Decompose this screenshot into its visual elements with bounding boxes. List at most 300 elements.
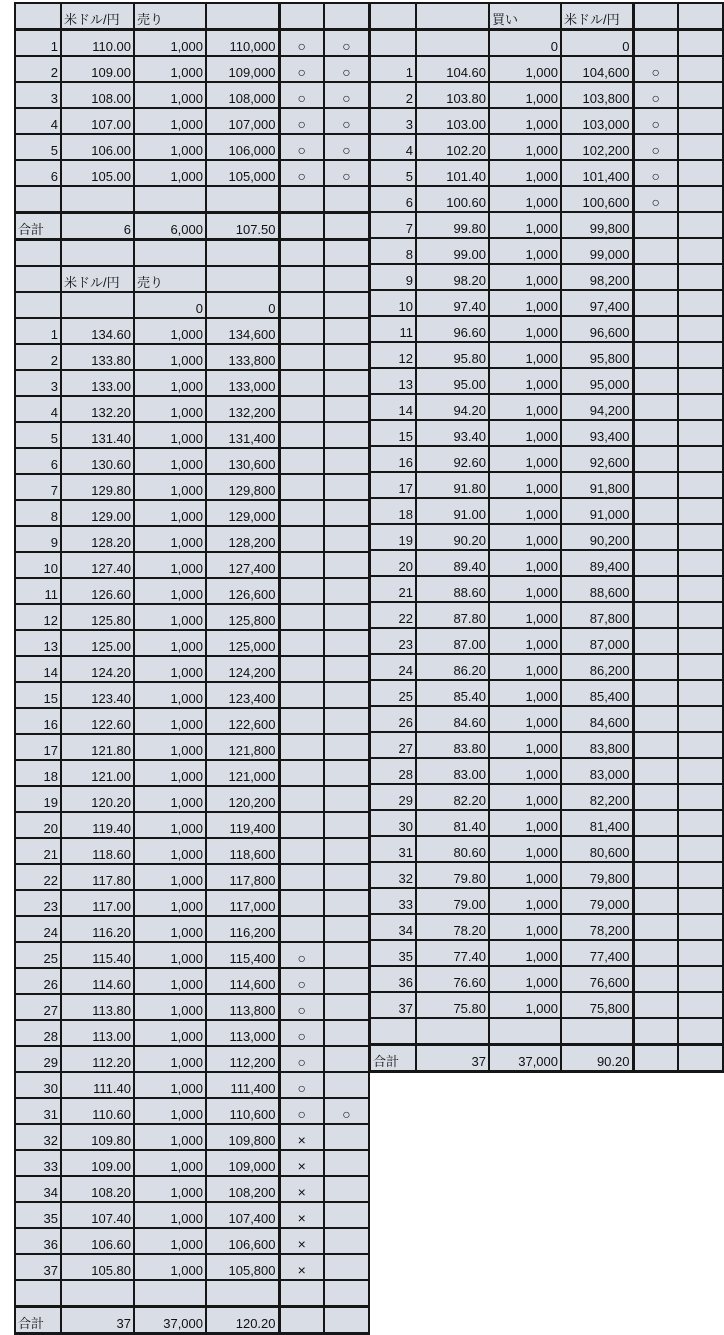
mark-cell-1[interactable] (633, 706, 678, 732)
circle-mark-icon[interactable]: ○ (279, 56, 324, 82)
index-cell[interactable]: 35 (15, 1202, 61, 1228)
circle-mark-icon[interactable]: ○ (324, 160, 369, 186)
index-cell[interactable]: 16 (370, 446, 416, 472)
mark-cell-2[interactable] (678, 238, 723, 264)
mark-cell-2[interactable] (324, 526, 369, 552)
rate-cell[interactable] (61, 240, 134, 267)
rate-cell[interactable]: 113.00 (61, 1020, 134, 1046)
quantity-cell[interactable]: 0 (489, 30, 561, 57)
mark-cell-2[interactable] (324, 916, 369, 942)
mark-cell-2[interactable] (678, 290, 723, 316)
amount-cell[interactable]: 107,000 (206, 108, 279, 134)
quantity-cell[interactable]: 1,000 (489, 134, 561, 160)
mark-cell-1[interactable] (279, 656, 324, 682)
mark-cell-1[interactable] (633, 212, 678, 238)
mark-cell-1[interactable] (279, 186, 324, 213)
circle-mark-icon[interactable]: ○ (633, 160, 678, 186)
index-cell[interactable]: 22 (15, 864, 61, 890)
rate-cell[interactable]: 75.80 (416, 992, 489, 1018)
amount-cell[interactable]: 112,200 (206, 1046, 279, 1072)
quantity-cell[interactable]: 1,000 (134, 1228, 206, 1254)
quantity-cell[interactable]: 1,000 (134, 344, 206, 370)
quantity-cell[interactable]: 1,000 (489, 316, 561, 342)
index-cell[interactable]: 9 (370, 264, 416, 290)
amount-cell[interactable]: 105,000 (206, 160, 279, 186)
rate-cell[interactable]: 88.60 (416, 576, 489, 602)
circle-mark-icon[interactable]: ○ (324, 1098, 369, 1124)
quantity-cell[interactable]: 37,000 (134, 1307, 206, 1334)
quantity-cell[interactable]: 1,000 (489, 264, 561, 290)
index-cell[interactable]: 21 (15, 838, 61, 864)
rate-cell[interactable]: 77.40 (416, 940, 489, 966)
quantity-cell[interactable]: 1,000 (134, 1202, 206, 1228)
quantity-cell[interactable]: 1,000 (489, 420, 561, 446)
index-cell[interactable]: 21 (370, 576, 416, 602)
mark-cell-1[interactable] (633, 368, 678, 394)
index-cell[interactable]: 31 (15, 1098, 61, 1124)
rate-cell[interactable]: 92.60 (416, 446, 489, 472)
quantity-cell[interactable]: 1,000 (489, 108, 561, 134)
amount-cell[interactable]: 131,400 (206, 422, 279, 448)
rate-cell[interactable] (61, 292, 134, 318)
mark-cell-2[interactable] (324, 786, 369, 812)
mark-cell-1[interactable] (633, 342, 678, 368)
index-cell[interactable]: 4 (370, 134, 416, 160)
amount-cell[interactable]: 120,200 (206, 786, 279, 812)
quantity-cell[interactable]: 1,000 (134, 786, 206, 812)
index-cell[interactable]: 14 (15, 656, 61, 682)
rate-cell[interactable]: 101.40 (416, 160, 489, 186)
mark-cell-2[interactable] (678, 134, 723, 160)
quantity-cell[interactable]: 1,000 (489, 472, 561, 498)
quantity-cell[interactable]: 1,000 (134, 968, 206, 994)
mark-cell-2[interactable] (678, 264, 723, 290)
amount-cell[interactable]: 76,600 (561, 966, 633, 992)
quantity-cell[interactable] (489, 1018, 561, 1045)
amount-cell[interactable] (206, 240, 279, 267)
amount-cell[interactable]: 130,600 (206, 448, 279, 474)
mark-cell-2[interactable] (678, 524, 723, 550)
rate-cell[interactable]: 119.40 (61, 812, 134, 838)
mark-cell-2[interactable] (678, 394, 723, 420)
mark-cell-2[interactable] (324, 630, 369, 656)
header-cell[interactable] (678, 3, 723, 30)
quantity-cell[interactable]: 1,000 (134, 682, 206, 708)
mark-cell-2[interactable] (324, 604, 369, 630)
mark-cell-1[interactable] (633, 940, 678, 966)
circle-mark-icon[interactable]: ○ (279, 1020, 324, 1046)
quantity-cell[interactable]: 1,000 (134, 448, 206, 474)
quantity-cell[interactable]: 1,000 (489, 446, 561, 472)
amount-cell[interactable]: 134,600 (206, 318, 279, 344)
rate-cell[interactable]: 83.80 (416, 732, 489, 758)
circle-mark-icon[interactable]: ○ (633, 82, 678, 108)
rate-cell[interactable]: 105.80 (61, 1254, 134, 1280)
mark-cell-2[interactable] (678, 758, 723, 784)
index-cell[interactable]: 7 (15, 474, 61, 500)
rate-cell[interactable]: 82.20 (416, 784, 489, 810)
rate-cell[interactable]: 122.60 (61, 708, 134, 734)
circle-mark-icon[interactable]: ○ (633, 108, 678, 134)
quantity-cell[interactable]: 1,000 (489, 524, 561, 550)
amount-cell[interactable]: 90.20 (561, 1045, 633, 1072)
quantity-cell[interactable]: 1,000 (134, 474, 206, 500)
quantity-cell[interactable]: 1,000 (134, 942, 206, 968)
mark-cell-1[interactable] (279, 682, 324, 708)
circle-mark-icon[interactable]: ○ (279, 942, 324, 968)
circle-mark-icon[interactable]: ○ (324, 108, 369, 134)
rate-cell[interactable]: 104.60 (416, 56, 489, 82)
rate-cell[interactable]: 79.80 (416, 862, 489, 888)
amount-cell[interactable]: 100,600 (561, 186, 633, 212)
quantity-cell[interactable]: 1,000 (489, 758, 561, 784)
amount-cell[interactable]: 116,200 (206, 916, 279, 942)
rate-cell[interactable]: 103.80 (416, 82, 489, 108)
rate-cell[interactable]: 106.60 (61, 1228, 134, 1254)
quantity-cell[interactable]: 1,000 (134, 916, 206, 942)
circle-mark-icon[interactable]: ○ (279, 30, 324, 57)
index-cell[interactable]: 11 (15, 578, 61, 604)
mark-cell-1[interactable] (633, 394, 678, 420)
header-cell[interactable] (370, 3, 416, 30)
mark-cell-2[interactable] (324, 1228, 369, 1254)
quantity-cell[interactable]: 1,000 (489, 992, 561, 1018)
mark-cell-2[interactable] (324, 838, 369, 864)
mark-cell-1[interactable] (633, 784, 678, 810)
rate-cell[interactable]: 76.60 (416, 966, 489, 992)
cross-mark-icon[interactable]: × (279, 1176, 324, 1202)
mark-cell-2[interactable] (678, 82, 723, 108)
mark-cell-2[interactable] (678, 602, 723, 628)
index-cell[interactable]: 4 (15, 396, 61, 422)
mark-cell-2[interactable] (324, 1124, 369, 1150)
amount-cell[interactable]: 87,800 (561, 602, 633, 628)
quantity-cell[interactable]: 37,000 (489, 1045, 561, 1072)
rate-cell[interactable]: 89.40 (416, 550, 489, 576)
index-cell[interactable]: 2 (15, 56, 61, 82)
quantity-cell[interactable] (134, 240, 206, 267)
amount-cell[interactable]: 109,000 (206, 56, 279, 82)
quantity-cell[interactable]: 1,000 (134, 500, 206, 526)
circle-mark-icon[interactable]: ○ (633, 56, 678, 82)
circle-mark-icon[interactable]: ○ (633, 134, 678, 160)
mark-cell-1[interactable] (633, 290, 678, 316)
index-cell[interactable]: 37 (370, 992, 416, 1018)
mark-cell-2[interactable] (678, 342, 723, 368)
amount-cell[interactable]: 107,400 (206, 1202, 279, 1228)
mark-cell-2[interactable] (324, 370, 369, 396)
rate-cell[interactable]: 78.20 (416, 914, 489, 940)
index-cell[interactable]: 5 (370, 160, 416, 186)
quantity-cell[interactable]: 1,000 (489, 394, 561, 420)
amount-cell[interactable]: 78,200 (561, 914, 633, 940)
rate-cell[interactable]: 99.00 (416, 238, 489, 264)
rate-cell[interactable]: 109.00 (61, 56, 134, 82)
mark-cell-2[interactable] (678, 420, 723, 446)
rate-cell[interactable]: 94.20 (416, 394, 489, 420)
mark-cell-1[interactable] (633, 836, 678, 862)
mark-cell-1[interactable] (633, 30, 678, 57)
index-cell[interactable]: 37 (15, 1254, 61, 1280)
quantity-cell[interactable]: 1,000 (489, 56, 561, 82)
mark-cell-2[interactable] (324, 968, 369, 994)
rate-cell[interactable]: 107.40 (61, 1202, 134, 1228)
index-cell[interactable]: 1 (370, 56, 416, 82)
mark-cell-2[interactable] (678, 30, 723, 57)
rate-cell[interactable]: 110.60 (61, 1098, 134, 1124)
mark-cell-1[interactable] (633, 550, 678, 576)
amount-cell[interactable]: 117,800 (206, 864, 279, 890)
index-cell[interactable]: 35 (370, 940, 416, 966)
index-cell[interactable]: 1 (15, 30, 61, 57)
amount-cell[interactable]: 113,000 (206, 1020, 279, 1046)
mark-cell-2[interactable] (324, 656, 369, 682)
mark-cell-2[interactable] (324, 292, 369, 318)
mark-cell-2[interactable] (324, 1202, 369, 1228)
amount-cell[interactable] (206, 186, 279, 213)
index-cell[interactable]: 20 (370, 550, 416, 576)
mark-cell-1[interactable] (279, 1280, 324, 1307)
rate-cell[interactable]: 123.40 (61, 682, 134, 708)
mark-cell-2[interactable] (678, 914, 723, 940)
header-cell[interactable]: 米ドル/円 (61, 3, 134, 30)
mark-cell-2[interactable] (324, 734, 369, 760)
index-cell[interactable]: 25 (15, 942, 61, 968)
rate-cell[interactable]: 105.00 (61, 160, 134, 186)
amount-cell[interactable] (206, 1280, 279, 1307)
quantity-cell[interactable]: 1,000 (489, 628, 561, 654)
mark-cell-2[interactable] (324, 708, 369, 734)
rate-cell[interactable]: 107.00 (61, 108, 134, 134)
mark-cell-1[interactable] (279, 344, 324, 370)
mark-cell-2[interactable] (678, 498, 723, 524)
amount-cell[interactable]: 104,600 (561, 56, 633, 82)
index-cell[interactable] (15, 292, 61, 318)
index-cell[interactable]: 23 (370, 628, 416, 654)
amount-cell[interactable]: 109,000 (206, 1150, 279, 1176)
index-cell[interactable]: 30 (15, 1072, 61, 1098)
amount-cell[interactable]: 106,600 (206, 1228, 279, 1254)
index-cell[interactable]: 34 (370, 914, 416, 940)
mark-cell-2[interactable] (324, 682, 369, 708)
rate-cell[interactable]: 108.20 (61, 1176, 134, 1202)
mark-cell-2[interactable] (678, 186, 723, 212)
index-cell[interactable]: 1 (15, 318, 61, 344)
index-cell[interactable]: 13 (370, 368, 416, 394)
mark-cell-2[interactable] (678, 550, 723, 576)
amount-cell[interactable]: 120.20 (206, 1307, 279, 1334)
circle-mark-icon[interactable]: ○ (279, 968, 324, 994)
index-cell[interactable] (15, 240, 61, 267)
index-cell[interactable]: 6 (15, 160, 61, 186)
mark-cell-1[interactable] (279, 526, 324, 552)
mark-cell-2[interactable] (324, 942, 369, 968)
amount-cell[interactable]: 108,000 (206, 82, 279, 108)
mark-cell-1[interactable] (633, 1018, 678, 1045)
mark-cell-2[interactable] (678, 108, 723, 134)
index-cell[interactable]: 12 (15, 604, 61, 630)
quantity-cell[interactable]: 1,000 (134, 82, 206, 108)
index-cell[interactable]: 16 (15, 708, 61, 734)
mark-cell-2[interactable] (678, 1018, 723, 1045)
index-cell[interactable]: 15 (15, 682, 61, 708)
amount-cell[interactable]: 0 (561, 30, 633, 57)
quantity-cell[interactable]: 1,000 (134, 1150, 206, 1176)
index-cell[interactable]: 17 (370, 472, 416, 498)
rate-cell[interactable]: 109.00 (61, 1150, 134, 1176)
rate-cell[interactable]: 102.20 (416, 134, 489, 160)
rate-cell[interactable]: 117.00 (61, 890, 134, 916)
mark-cell-1[interactable] (633, 446, 678, 472)
header-cell[interactable] (279, 3, 324, 30)
amount-cell[interactable]: 91,800 (561, 472, 633, 498)
rate-cell[interactable]: 111.40 (61, 1072, 134, 1098)
amount-cell[interactable]: 99,800 (561, 212, 633, 238)
amount-cell[interactable]: 118,600 (206, 838, 279, 864)
amount-cell[interactable]: 128,200 (206, 526, 279, 552)
rate-cell[interactable]: 125.00 (61, 630, 134, 656)
mark-cell-1[interactable] (279, 760, 324, 786)
mark-cell-2[interactable] (324, 240, 369, 267)
quantity-cell[interactable]: 1,000 (134, 1254, 206, 1280)
amount-cell[interactable]: 75,800 (561, 992, 633, 1018)
rate-cell[interactable]: 84.60 (416, 706, 489, 732)
rate-cell[interactable] (61, 1280, 134, 1307)
index-cell[interactable]: 3 (370, 108, 416, 134)
quantity-cell[interactable]: 1,000 (134, 422, 206, 448)
rate-cell[interactable]: 93.40 (416, 420, 489, 446)
quantity-cell[interactable]: 1,000 (134, 56, 206, 82)
mark-cell-2[interactable] (678, 810, 723, 836)
amount-cell[interactable]: 91,000 (561, 498, 633, 524)
mark-cell-2[interactable] (678, 576, 723, 602)
circle-mark-icon[interactable]: ○ (279, 1072, 324, 1098)
amount-cell[interactable]: 121,000 (206, 760, 279, 786)
index-cell[interactable]: 24 (15, 916, 61, 942)
amount-cell[interactable]: 97,400 (561, 290, 633, 316)
amount-cell[interactable]: 114,600 (206, 968, 279, 994)
mark-cell-1[interactable] (633, 862, 678, 888)
amount-cell[interactable]: 126,600 (206, 578, 279, 604)
amount-cell[interactable]: 129,000 (206, 500, 279, 526)
header-cell[interactable]: 米ドル/円 (61, 266, 134, 292)
mark-cell-1[interactable] (633, 810, 678, 836)
mark-cell-2[interactable] (324, 890, 369, 916)
mark-cell-1[interactable] (633, 524, 678, 550)
rate-cell[interactable]: 95.00 (416, 368, 489, 394)
index-cell[interactable]: 26 (15, 968, 61, 994)
mark-cell-2[interactable] (324, 864, 369, 890)
mark-cell-2[interactable] (678, 992, 723, 1018)
rate-cell[interactable]: 37 (416, 1045, 489, 1072)
mark-cell-2[interactable] (324, 344, 369, 370)
mark-cell-2[interactable] (324, 318, 369, 344)
rate-cell[interactable]: 116.20 (61, 916, 134, 942)
mark-cell-1[interactable] (633, 966, 678, 992)
amount-cell[interactable]: 124,200 (206, 656, 279, 682)
circle-mark-icon[interactable]: ○ (324, 56, 369, 82)
rate-cell[interactable]: 121.80 (61, 734, 134, 760)
mark-cell-1[interactable] (633, 264, 678, 290)
amount-cell[interactable]: 87,000 (561, 628, 633, 654)
mark-cell-1[interactable] (633, 628, 678, 654)
quantity-cell[interactable]: 1,000 (489, 290, 561, 316)
index-cell[interactable] (15, 1280, 61, 1307)
index-cell[interactable]: 32 (370, 862, 416, 888)
mark-cell-1[interactable] (279, 890, 324, 916)
amount-cell[interactable]: 105,800 (206, 1254, 279, 1280)
index-cell[interactable]: 13 (15, 630, 61, 656)
amount-cell[interactable] (561, 1018, 633, 1045)
index-cell[interactable] (15, 186, 61, 213)
rate-cell[interactable]: 99.80 (416, 212, 489, 238)
rate-cell[interactable]: 83.00 (416, 758, 489, 784)
rate-cell[interactable] (416, 30, 489, 57)
quantity-cell[interactable]: 1,000 (134, 604, 206, 630)
rate-cell[interactable]: 129.00 (61, 500, 134, 526)
mark-cell-1[interactable] (279, 213, 324, 240)
amount-cell[interactable]: 93,400 (561, 420, 633, 446)
amount-cell[interactable]: 86,200 (561, 654, 633, 680)
quantity-cell[interactable]: 1,000 (489, 550, 561, 576)
cross-mark-icon[interactable]: × (279, 1150, 324, 1176)
quantity-cell[interactable]: 1,000 (489, 862, 561, 888)
mark-cell-2[interactable] (678, 316, 723, 342)
index-cell[interactable]: 28 (15, 1020, 61, 1046)
circle-mark-icon[interactable]: ○ (324, 134, 369, 160)
quantity-cell[interactable]: 1,000 (134, 1046, 206, 1072)
mark-cell-1[interactable] (279, 864, 324, 890)
amount-cell[interactable]: 109,800 (206, 1124, 279, 1150)
index-cell[interactable]: 6 (15, 448, 61, 474)
amount-cell[interactable]: 79,800 (561, 862, 633, 888)
mark-cell-2[interactable] (678, 628, 723, 654)
quantity-cell[interactable]: 1,000 (489, 732, 561, 758)
rate-cell[interactable]: 134.60 (61, 318, 134, 344)
rate-cell[interactable]: 100.60 (416, 186, 489, 212)
mark-cell-1[interactable] (279, 552, 324, 578)
index-cell[interactable]: 19 (370, 524, 416, 550)
index-cell[interactable]: 32 (15, 1124, 61, 1150)
mark-cell-1[interactable] (633, 654, 678, 680)
quantity-cell[interactable]: 1,000 (134, 552, 206, 578)
index-cell[interactable]: 33 (370, 888, 416, 914)
index-cell[interactable]: 8 (15, 500, 61, 526)
header-cell[interactable] (206, 3, 279, 30)
quantity-cell[interactable]: 1,000 (489, 680, 561, 706)
mark-cell-1[interactable] (633, 888, 678, 914)
header-cell[interactable] (206, 266, 279, 292)
circle-mark-icon[interactable]: ○ (279, 160, 324, 186)
mark-cell-1[interactable] (279, 786, 324, 812)
quantity-cell[interactable]: 1,000 (134, 370, 206, 396)
mark-cell-2[interactable] (678, 836, 723, 862)
quantity-cell[interactable]: 1,000 (134, 1124, 206, 1150)
rate-cell[interactable]: 90.20 (416, 524, 489, 550)
mark-cell-2[interactable] (324, 1150, 369, 1176)
index-cell[interactable]: 31 (370, 836, 416, 862)
quantity-cell[interactable]: 1,000 (489, 576, 561, 602)
rate-cell[interactable]: 115.40 (61, 942, 134, 968)
mark-cell-1[interactable] (633, 472, 678, 498)
index-cell[interactable]: 4 (15, 108, 61, 134)
quantity-cell[interactable]: 1,000 (489, 82, 561, 108)
amount-cell[interactable]: 117,000 (206, 890, 279, 916)
rate-cell[interactable]: 118.60 (61, 838, 134, 864)
header-cell[interactable] (324, 3, 369, 30)
rate-cell[interactable]: 106.00 (61, 134, 134, 160)
index-cell[interactable]: 26 (370, 706, 416, 732)
